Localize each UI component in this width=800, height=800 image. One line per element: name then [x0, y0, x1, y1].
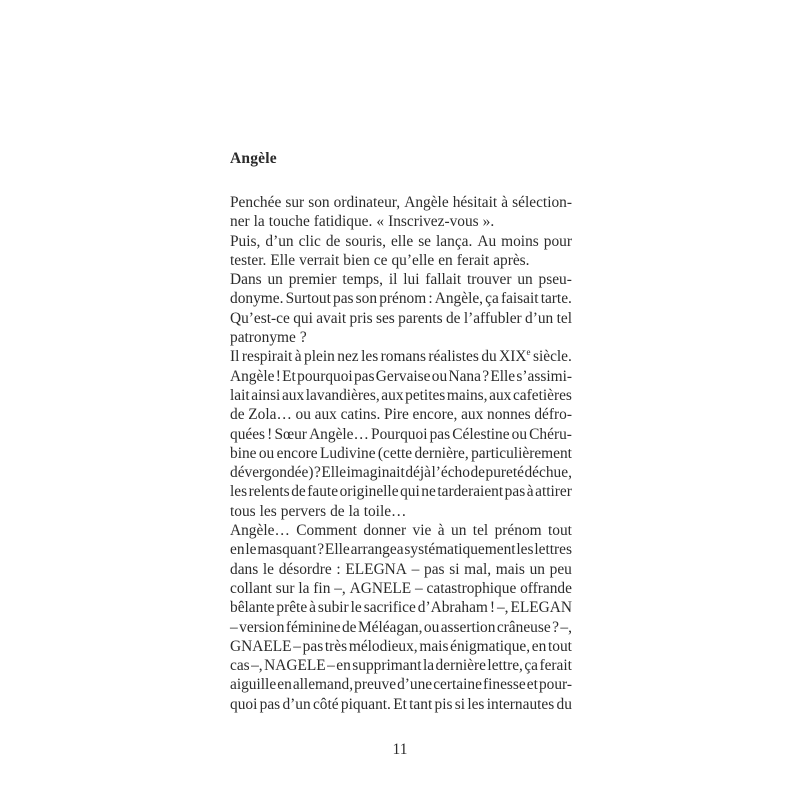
text-line: – version féminine de Méléagan, ou assertion crâneuse ? –,	[230, 618, 572, 636]
text-line: ner la touche fatidique. « Inscrivez-vous ».	[230, 213, 495, 231]
text-line: en le masquant ? Elle arrangea systématiquement les lettres	[230, 541, 572, 559]
text-line: Il respirait à plein nez les romans réalistes du XIXe siècle.	[230, 347, 572, 366]
text-line: Qu’est-ce qui avait pris ses parents de l’affubler d’un tel	[230, 309, 572, 327]
text-line: quées ! Sœur Angèle… Pourquoi pas Célestine ou Chéru-	[230, 425, 572, 443]
text-line: tester. Elle verrait bien ce qu’elle en ferait après.	[230, 251, 530, 269]
page-number: 11	[392, 741, 408, 758]
chapter-title: Angèle	[230, 150, 277, 167]
text-line: collant sur la fin –, AGNELE – catastrophique offrande	[230, 579, 572, 597]
text-line: bine ou encore Ludivine (cette dernière, particulièrement	[230, 444, 572, 462]
text-line: bêlante prête à subir le sacrifice d’Abraham ! –, ELEGAN	[230, 599, 572, 617]
text-line: patronyme ?	[230, 329, 307, 347]
text-line: dans le désordre : ELEGNA – pas si mal, mais un peu	[230, 560, 572, 578]
text-line: Dans un premier temps, il lui fallait trouver un pseu-	[230, 271, 572, 289]
body-text	[230, 193, 572, 714]
text-line: aiguille en allemand, preuve d’une certaine finesse et pour-	[230, 676, 572, 694]
text-line: Angèle… Comment donner vie à un tel prénom tout	[230, 522, 572, 540]
text-line: Puis, d’un clic de souris, elle se lança. Au moins pour	[230, 232, 572, 250]
text-line: Penchée sur son ordinateur, Angèle hésitait à sélection-	[230, 194, 572, 211]
text-line: quoi pas d’un côté piquant. Et tant pis si les internautes du	[230, 695, 572, 713]
text-line: de Zola… ou aux catins. Pire encore, aux nonnes défro-	[230, 406, 572, 424]
text-line: dévergondée) ? Elle imaginait déjà l’écho de pureté déchue,	[230, 464, 572, 482]
text-line: donyme. Surtout pas son prénom : Angèle, ça faisait tarte.	[230, 290, 572, 308]
text-line: GNAELE – pas très mélodieux, mais énigmatique, en tout	[230, 637, 572, 655]
text-line: tous les pervers de la toile…	[230, 502, 407, 520]
text-line: lait ainsi aux lavandières, aux petites mains, aux cafetières	[230, 386, 572, 404]
text-line: les relents de faute originelle qui ne tarderaient pas à attirer	[230, 483, 572, 501]
text-line: cas –, NAGELE – en supprimant la dernière lettre, ça ferait	[230, 657, 572, 675]
text-line: Angèle ! Et pourquoi pas Gervaise ou Nana ? Elle s’assimi-	[230, 367, 572, 385]
